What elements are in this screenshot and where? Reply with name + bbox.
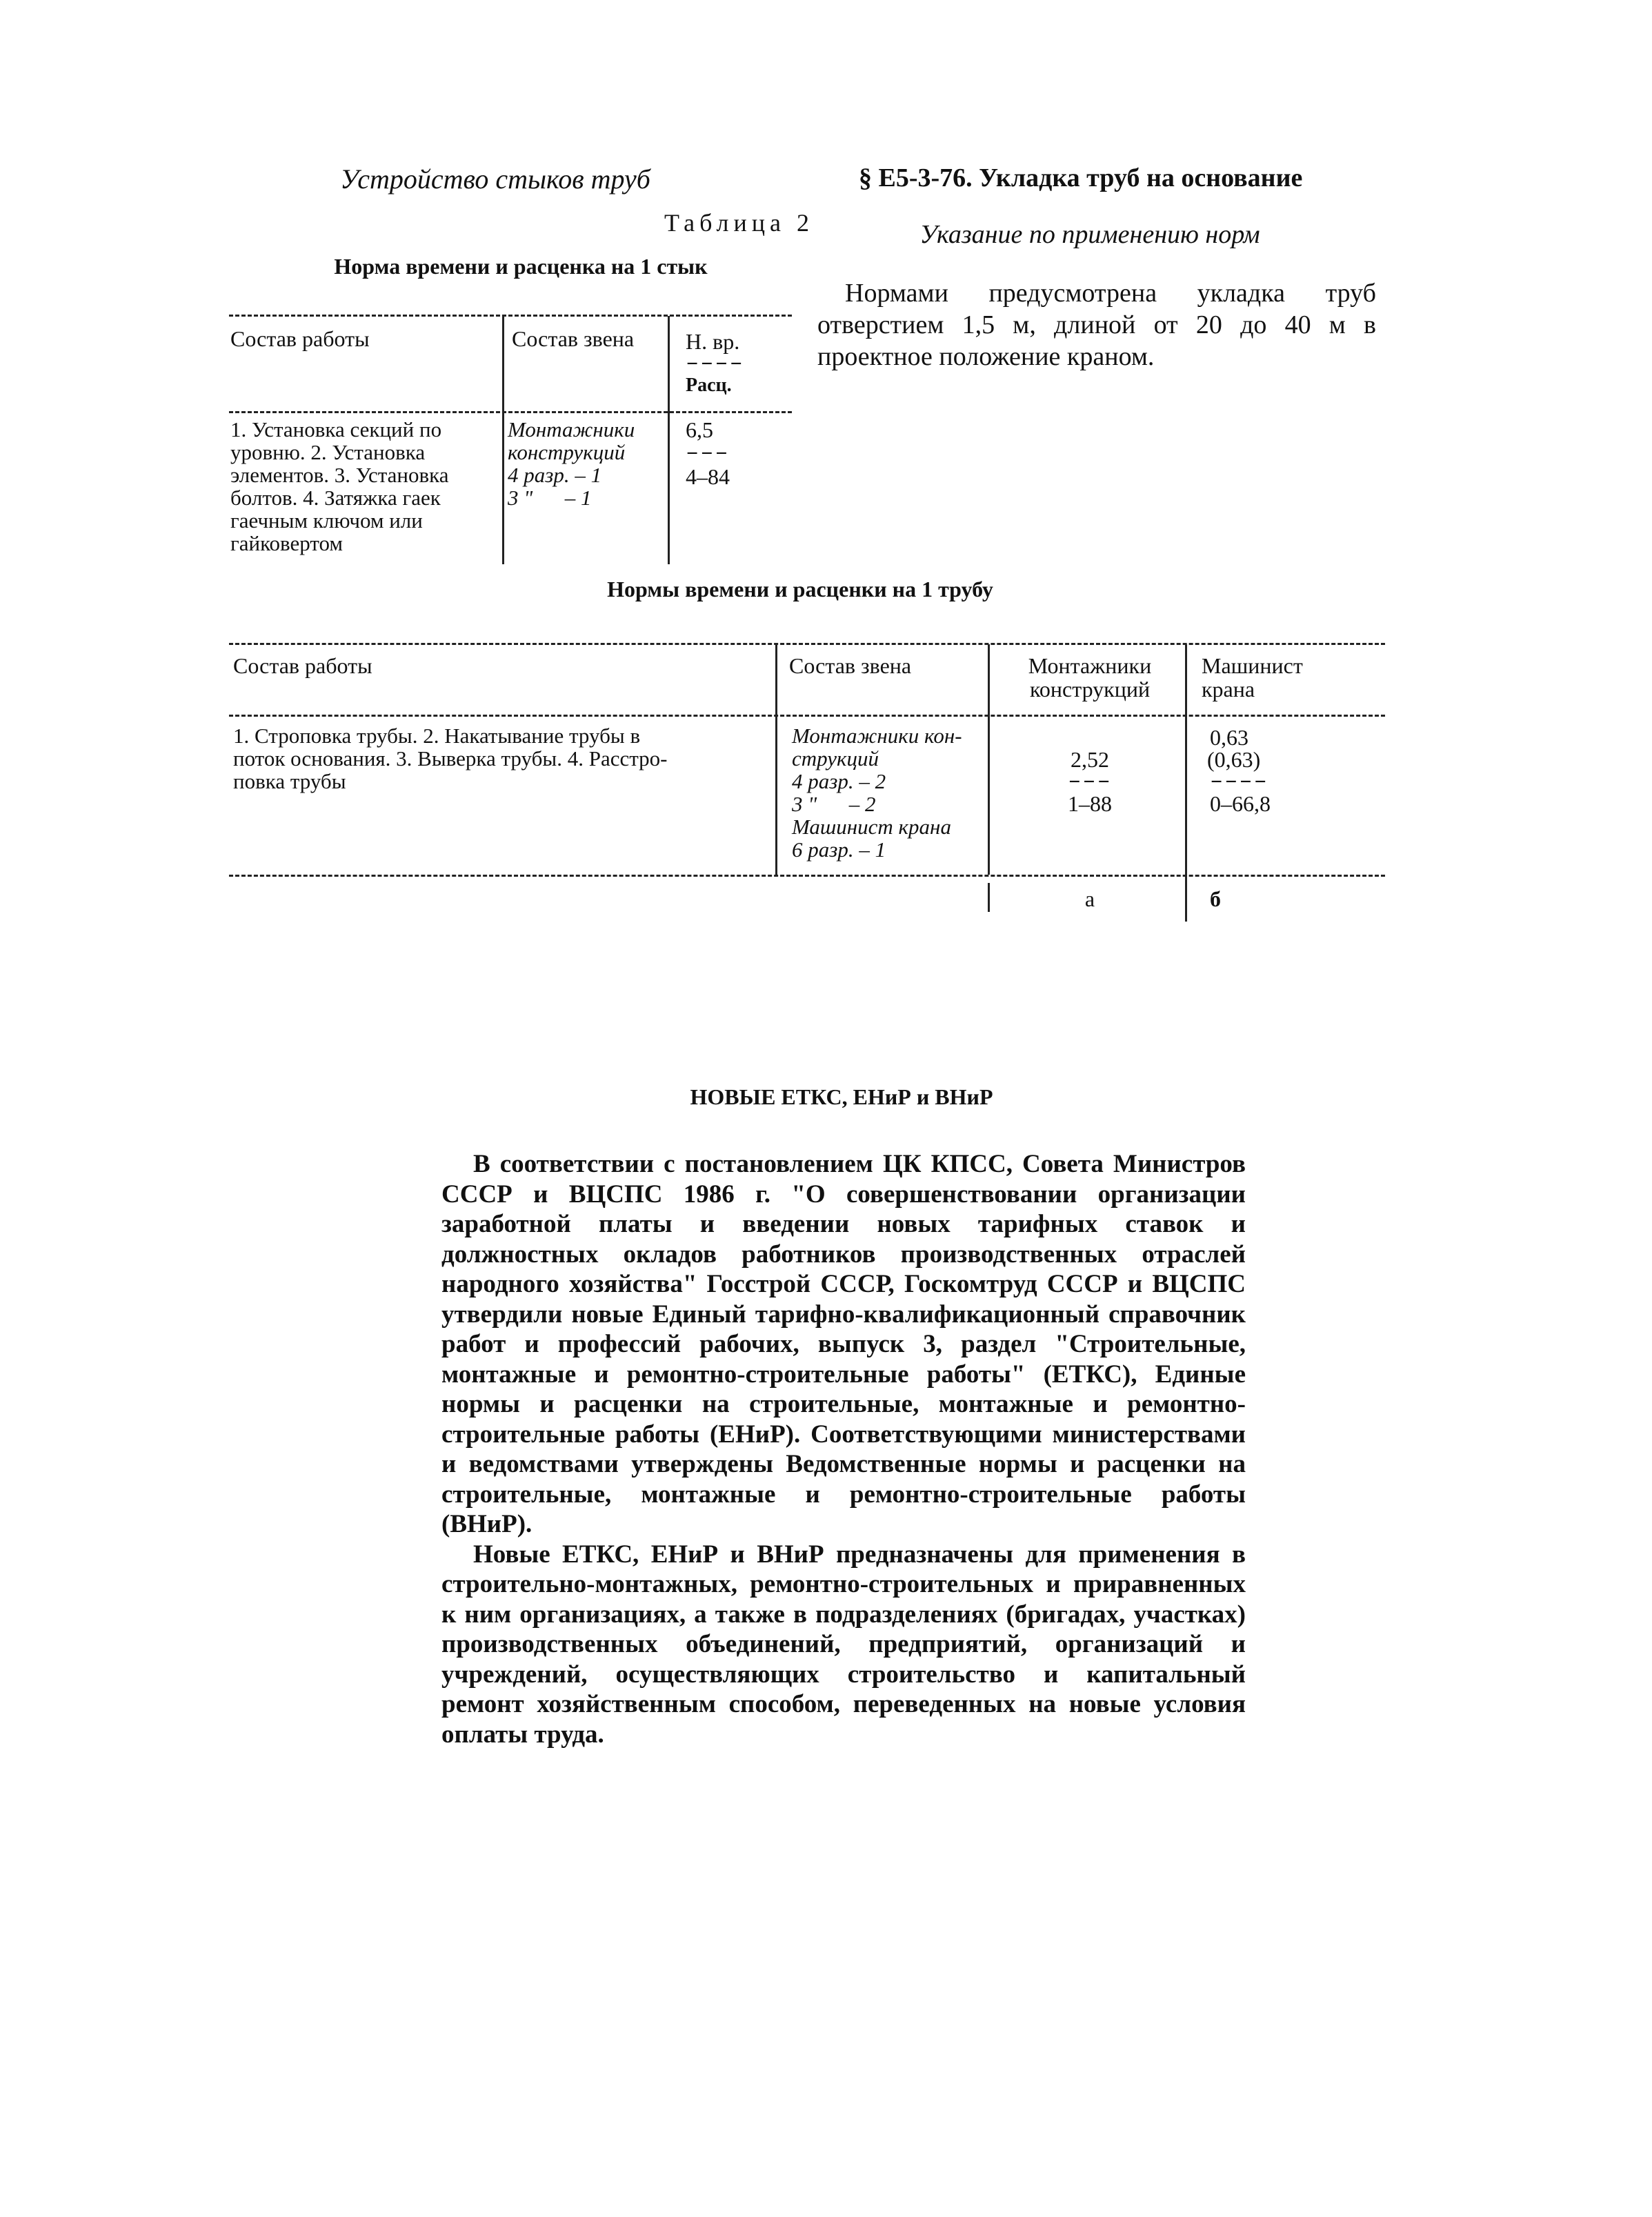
table2-top-rule bbox=[229, 315, 792, 317]
table3-header-installers: Монтажники конструкций bbox=[1028, 653, 1152, 702]
table2-cell-rate: 4–84 bbox=[686, 464, 730, 489]
table3-col-divider-1 bbox=[775, 644, 777, 875]
table2-cell-divider: ––– bbox=[686, 440, 730, 466]
table3-header-work: Состав работы bbox=[233, 653, 372, 678]
bottom-title: НОВЫЕ ЕТКС, ЕНиР и ВНиР bbox=[690, 1084, 993, 1109]
table3-footer-a: а bbox=[1084, 886, 1095, 911]
table2-cell-crew: Монтажники конструкций 4 разр. – 1 3 " – 1 bbox=[508, 417, 635, 510]
table3-top-rule bbox=[229, 643, 1385, 645]
bottom-paragraph-2: Новые ЕТКС, ЕНиР и ВНиР предназначены для применения в строительно-монтажных, ремонтно-строительных и приравненных к ним организациях, а также в подразделениях (бригадах, участках) производственных объединений, предприятий, организаций и учреждений, осуществляющих строительство и капитальный ремонт хозяйственным способом, переведенных на новые условия оплаты труда. bbox=[441, 1540, 1246, 1749]
table3-cell-crew: Монтажники кон- струкций 4 разр. – 2 3 " – 2 Машинист крана 6 разр. – 1 bbox=[792, 724, 962, 862]
table3-cell-installers-divider: ––– bbox=[1068, 768, 1112, 794]
table3-footer-b: б bbox=[1210, 886, 1221, 911]
table2-header-rate: Расц. bbox=[686, 375, 732, 396]
table2-col-divider-1 bbox=[502, 316, 504, 564]
table3-cell-installers-norm: 2,52 bbox=[1071, 747, 1109, 772]
table3-cell-crane-divider: –––– bbox=[1210, 768, 1268, 794]
table2-header-crew: Состав звена bbox=[512, 326, 635, 351]
table2-col-divider-2 bbox=[668, 316, 670, 564]
table2-section-heading: Устройство стыков труб bbox=[340, 163, 650, 195]
table3-cell-installers-rate: 1–88 bbox=[1068, 791, 1112, 816]
bottom-paragraph-1: В соответствии с постановлением ЦК КПСС, Совета Министров СССР и ВЦСПС 1986 г. "О совершенствовании организации заработной платы и введении новых тарифных ставок и должностных окладов работников производственных отраслей народного хозяйства" Госстрой СССР, Госкомтруд СССР и ВЦСПС утвердили новые Единый тарифно-квалификационный справочник работ и профессий рабочих, выпуск 3, раздел "Строительные, монтажные и ремонтно-строительные работы" (ЕТКС), Единые нормы и расценки на строительные, монтажные и ремонтно-строительные работы (ЕНиР). Соответствующими министерствами и ведомствами утверждены Ведомственные нормы и расценки на строительные, монтажные и ремонтно-строительные работы (ВНиР). bbox=[441, 1150, 1246, 1538]
table3-bottom-rule bbox=[229, 875, 1385, 877]
bottom-body-text bbox=[441, 1149, 1246, 1749]
table3-cell-crane-norm: 0,63 bbox=[1210, 725, 1248, 750]
table2-label: Таблица 2 bbox=[664, 209, 814, 237]
table3-cell-crane-norm-paren: (0,63) bbox=[1207, 747, 1261, 772]
note-heading: Указание по применению норм bbox=[919, 220, 1260, 249]
table3-cell-work: 1. Строповка трубы. 2. Накатывание трубы в поток основания. 3. Выверка трубы. 4. Расстро- повка трубы bbox=[233, 724, 668, 793]
table3-footer-divider bbox=[988, 883, 990, 912]
table3-header-rule bbox=[229, 715, 1385, 717]
table2-header-norm: Н. вр. bbox=[686, 329, 740, 354]
table3-caption: Нормы времени и расценки на 1 трубу bbox=[607, 577, 993, 602]
table3-cell-crane-rate: 0–66,8 bbox=[1210, 791, 1271, 816]
table2-caption: Норма времени и расценка на 1 стык bbox=[334, 254, 708, 279]
table2-header-divider: –––– bbox=[686, 350, 744, 376]
table3-header-crane-operator: Машинист крана bbox=[1202, 653, 1303, 702]
table2-header-work: Состав работы bbox=[230, 326, 370, 351]
section-title: § Е5-3-76. Укладка труб на основание bbox=[859, 163, 1303, 192]
table2-cell-work: 1. Установка секций по уровню. 2. Установка элементов. 3. Установка болтов. 4. Затяжка гаек гаечным ключом или гайковертом bbox=[230, 417, 449, 555]
table2-header-rule bbox=[229, 411, 792, 413]
table3-header-crew: Состав звена bbox=[789, 653, 912, 678]
table2-cell-norm: 6,5 bbox=[686, 417, 713, 442]
table3-col-divider-2 bbox=[988, 644, 990, 875]
table3-col-divider-3 bbox=[1185, 644, 1187, 922]
norm-note-text: Нормами предусмотрена укладка труб отверстием 1,5 м, длиной от 20 до 40 м в проектное положение краном. bbox=[817, 279, 1376, 371]
